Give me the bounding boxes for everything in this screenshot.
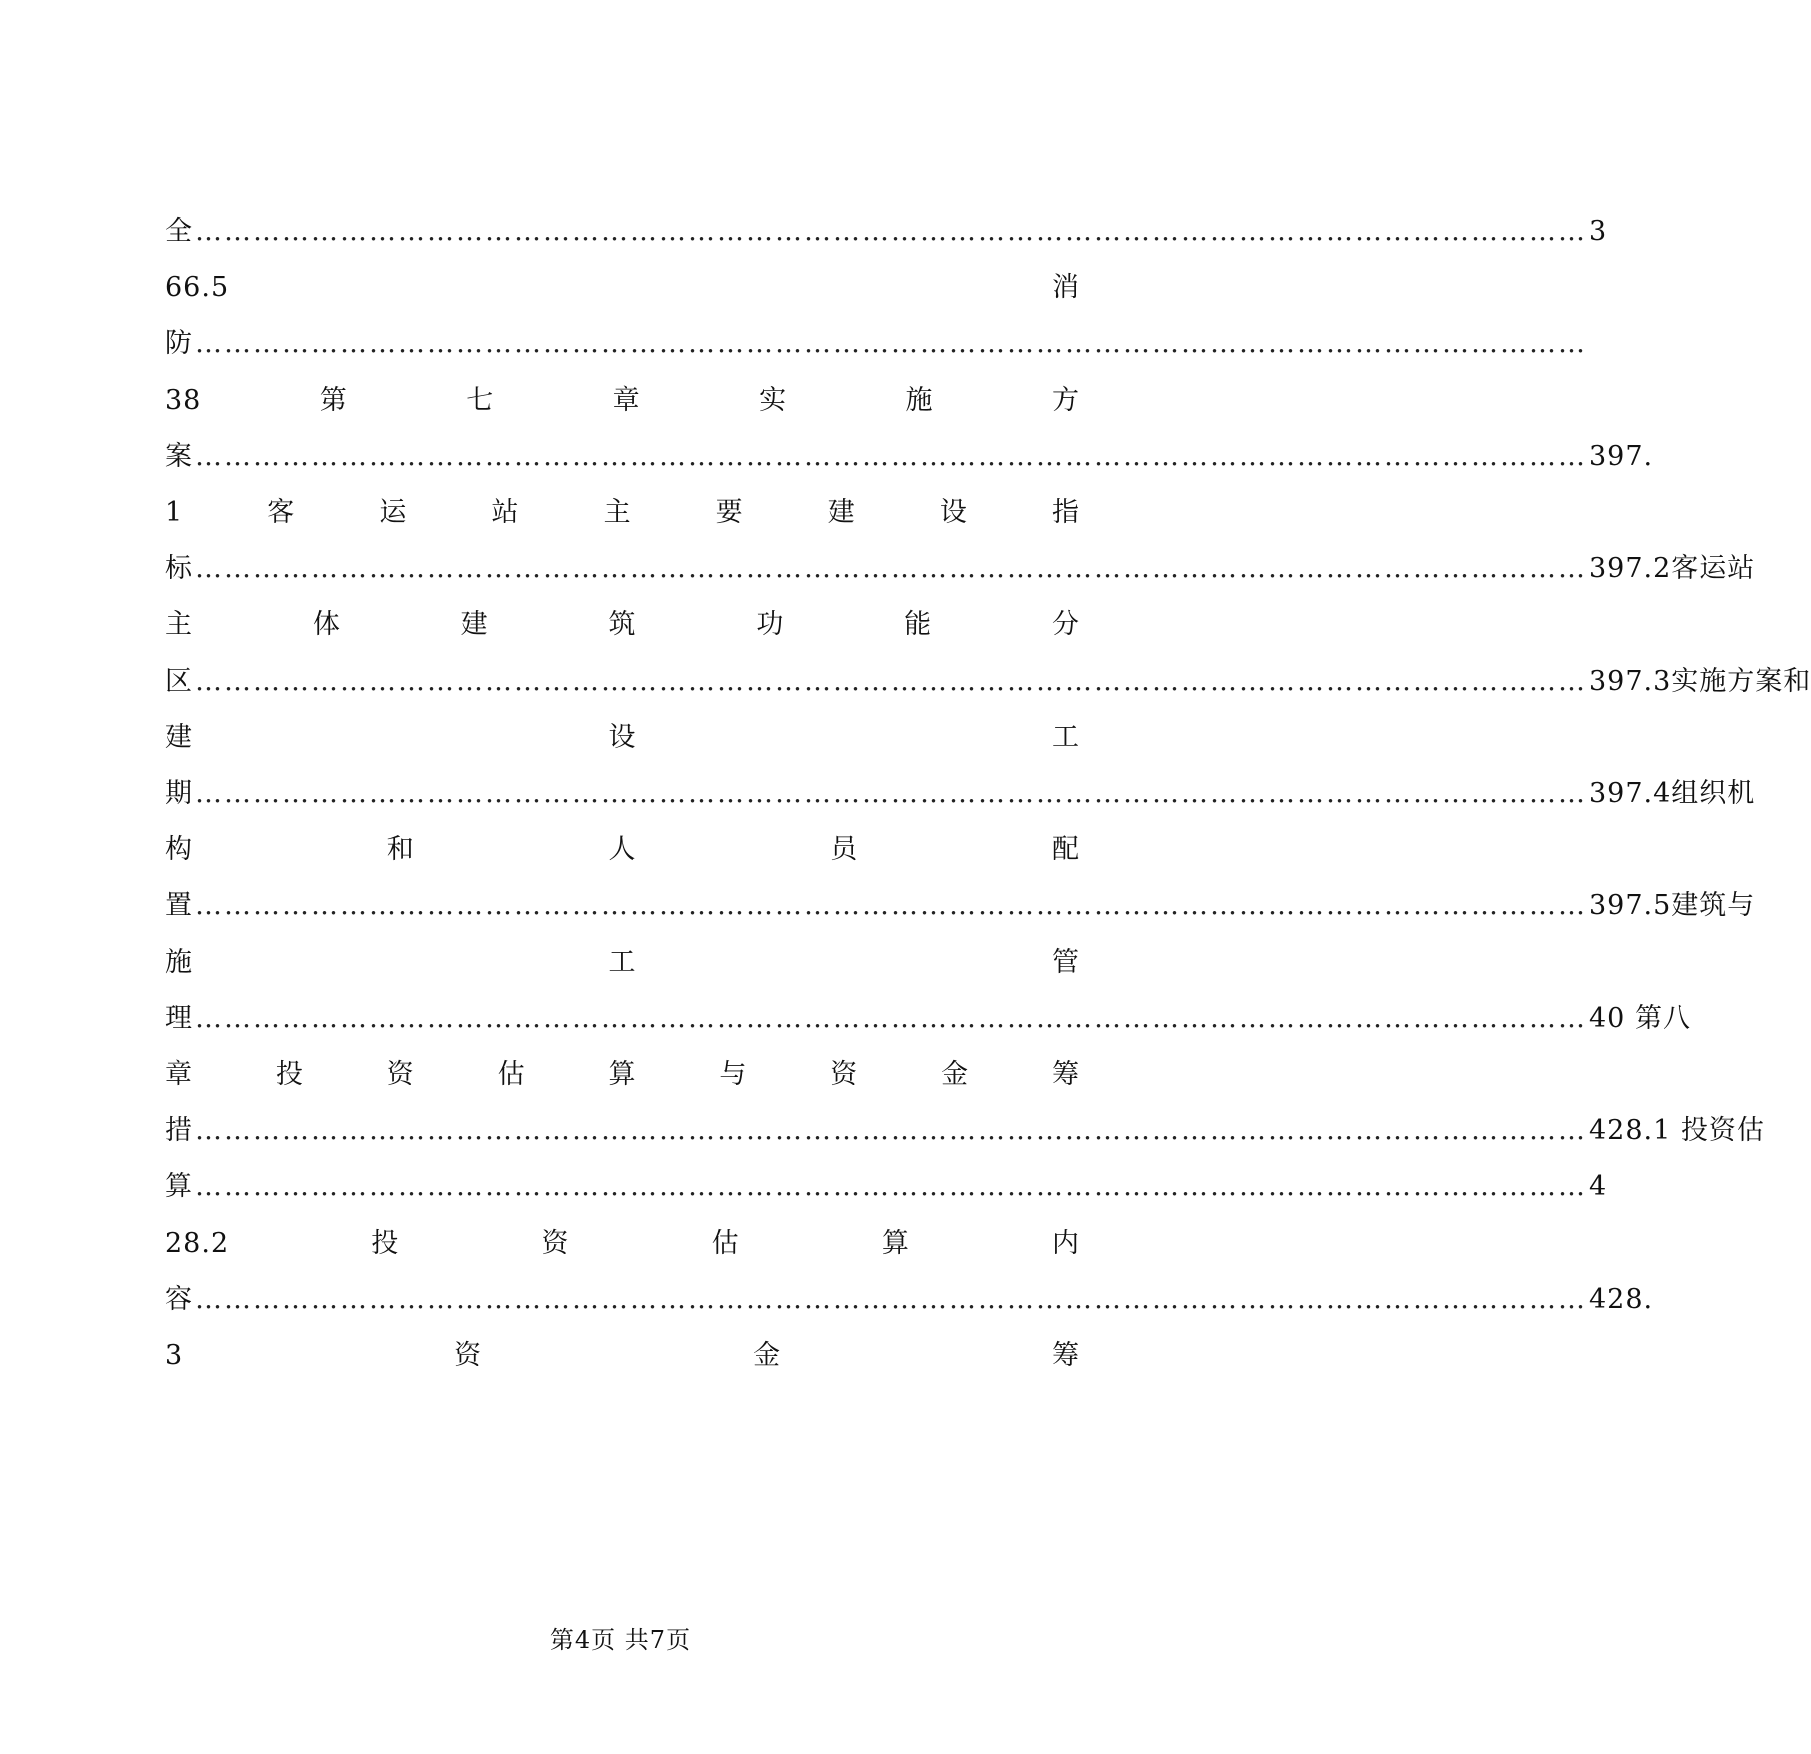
toc-token: 内 bbox=[1051, 1227, 1080, 1259]
toc-token: 金 bbox=[941, 1059, 970, 1090]
toc-token: 构 bbox=[165, 834, 193, 866]
toc-token: 方 bbox=[1051, 384, 1080, 416]
toc-entry-text: 理 bbox=[165, 1002, 193, 1034]
toc-entry-text: 措 bbox=[165, 1115, 193, 1147]
toc-token: 3 bbox=[165, 1340, 184, 1371]
toc-token: 与 bbox=[719, 1059, 748, 1090]
dot-leader: ……………………………………………………………………………………………………………………………… bbox=[195, 778, 1587, 809]
toc-token: 金 bbox=[753, 1340, 782, 1371]
toc-entry-text: 案 bbox=[165, 440, 193, 472]
dot-leader: ……………………………………………………………………………………………………………………………… bbox=[195, 665, 1587, 697]
toc-line bbox=[165, 379, 1080, 423]
toc-token: 客 bbox=[267, 497, 296, 528]
toc-line bbox=[165, 941, 1080, 985]
dot-leader: ……………………………………………………………………………………………………………………………… bbox=[195, 1171, 1587, 1203]
toc-token: 66.5 bbox=[165, 272, 230, 304]
toc-token: 28.2 bbox=[165, 1227, 230, 1259]
toc-token: 1 bbox=[165, 497, 184, 528]
dot-leader: ……………………………………………………………………………………………………………………………… bbox=[195, 890, 1587, 922]
toc-line bbox=[165, 1053, 1080, 1097]
toc-token: 配 bbox=[1052, 834, 1080, 866]
toc-line bbox=[165, 884, 1756, 928]
toc-token: 施 bbox=[165, 946, 193, 978]
toc-token: 筹 bbox=[1052, 1340, 1080, 1371]
toc-token: 设 bbox=[939, 497, 968, 528]
toc-token: 七 bbox=[466, 384, 495, 416]
toc-token: 工 bbox=[608, 946, 637, 978]
toc-token: 投 bbox=[275, 1059, 304, 1090]
toc-line bbox=[165, 322, 1587, 366]
toc-token: 章 bbox=[612, 384, 641, 416]
dot-leader: ……………………………………………………………………………………………………………………………… bbox=[195, 1283, 1587, 1315]
toc-entry-text: 防 bbox=[165, 328, 193, 360]
toc-token: 投 bbox=[371, 1227, 400, 1259]
toc-line bbox=[165, 1109, 1765, 1153]
toc-token: 主 bbox=[603, 497, 632, 528]
toc-entry-text: 置 bbox=[165, 890, 193, 922]
toc-token: 建 bbox=[165, 721, 193, 753]
toc-token: 分 bbox=[1051, 609, 1080, 641]
toc-token: 设 bbox=[608, 721, 637, 753]
toc-token: 算 bbox=[881, 1227, 910, 1259]
toc-token: 消 bbox=[1052, 272, 1080, 304]
toc-token: 估 bbox=[497, 1059, 526, 1090]
toc-line bbox=[165, 716, 1080, 760]
toc-entry-text: 算 bbox=[165, 1171, 193, 1203]
toc-entry-text: 区 bbox=[165, 665, 193, 697]
toc-token: 能 bbox=[904, 609, 933, 641]
toc-page-number: 397.4组织机 bbox=[1589, 778, 1756, 809]
toc-token: 章 bbox=[165, 1059, 193, 1090]
page-footer: 第4页 共7页 bbox=[549, 1626, 692, 1654]
toc-token: 施 bbox=[905, 384, 934, 416]
toc-token: 筑 bbox=[608, 609, 637, 641]
toc-line bbox=[165, 828, 1080, 872]
toc-token: 建 bbox=[827, 497, 856, 528]
dot-leader: ……………………………………………………………………………………………………………………………… bbox=[195, 328, 1587, 360]
toc-token: 估 bbox=[711, 1227, 740, 1259]
toc-line bbox=[165, 547, 1756, 591]
toc-token: 运 bbox=[379, 497, 408, 528]
dot-leader: ……………………………………………………………………………………………………………………………… bbox=[195, 553, 1587, 585]
toc-token: 站 bbox=[491, 497, 520, 528]
toc-line bbox=[165, 1334, 1080, 1378]
toc-page-number: 428. bbox=[1589, 1283, 1654, 1315]
toc-entry-text: 标 bbox=[165, 553, 193, 585]
toc-token: 和 bbox=[386, 834, 415, 866]
toc-page-number: 397.5建筑与 bbox=[1589, 890, 1756, 922]
dot-leader: ……………………………………………………………………………………………………………………………… bbox=[195, 1002, 1587, 1034]
toc-line bbox=[165, 491, 1080, 535]
toc-line bbox=[165, 997, 1691, 1041]
dot-leader: ……………………………………………………………………………………………………………………………… bbox=[195, 440, 1587, 472]
toc-line bbox=[165, 435, 1654, 479]
toc-token: 实 bbox=[759, 384, 788, 416]
toc-entry-text: 全 bbox=[165, 216, 193, 247]
toc-page-number: 397. bbox=[1589, 440, 1654, 472]
toc-page-number: 3 bbox=[1589, 216, 1608, 247]
toc-token: 资 bbox=[386, 1059, 415, 1090]
toc-token: 算 bbox=[608, 1059, 637, 1090]
toc-line bbox=[165, 772, 1756, 816]
toc-line bbox=[165, 1165, 1608, 1209]
toc-token: 功 bbox=[756, 609, 785, 641]
dot-leader: ……………………………………………………………………………………………………………………………… bbox=[195, 1115, 1587, 1147]
toc-token: 体 bbox=[312, 609, 341, 641]
toc-token: 资 bbox=[454, 1340, 483, 1371]
toc-line bbox=[165, 210, 1608, 254]
toc-token: 建 bbox=[460, 609, 489, 641]
dot-leader: ……………………………………………………………………………………………………………………………… bbox=[195, 216, 1587, 247]
toc-line bbox=[165, 1222, 1080, 1266]
toc-page-number: 397.2客运站 bbox=[1589, 553, 1756, 585]
toc-line bbox=[165, 266, 1080, 310]
toc-token: 第 bbox=[319, 384, 348, 416]
toc-entry-text: 期 bbox=[165, 778, 193, 809]
toc-token: 要 bbox=[715, 497, 744, 528]
toc-page-number: 397.3实施方案和 bbox=[1589, 665, 1811, 697]
toc-line bbox=[165, 660, 1811, 704]
toc-token: 主 bbox=[165, 609, 193, 641]
toc-token: 筹 bbox=[1052, 1059, 1080, 1090]
toc-token: 管 bbox=[1052, 946, 1080, 978]
toc-page-number: 4 bbox=[1589, 1171, 1608, 1203]
toc-entry-text: 容 bbox=[165, 1283, 193, 1315]
toc-token: 资 bbox=[541, 1227, 570, 1259]
toc-line bbox=[165, 603, 1080, 647]
toc-token: 员 bbox=[830, 834, 859, 866]
toc-token: 人 bbox=[608, 834, 637, 866]
toc-line bbox=[165, 1278, 1654, 1322]
toc-token: 指 bbox=[1051, 497, 1080, 528]
toc-token: 38 bbox=[165, 384, 202, 416]
toc-page-number: 40 第八 bbox=[1589, 1002, 1691, 1034]
toc-page-number: 428.1 投资估 bbox=[1589, 1115, 1765, 1147]
toc-token: 资 bbox=[830, 1059, 859, 1090]
toc-token: 工 bbox=[1052, 721, 1080, 753]
